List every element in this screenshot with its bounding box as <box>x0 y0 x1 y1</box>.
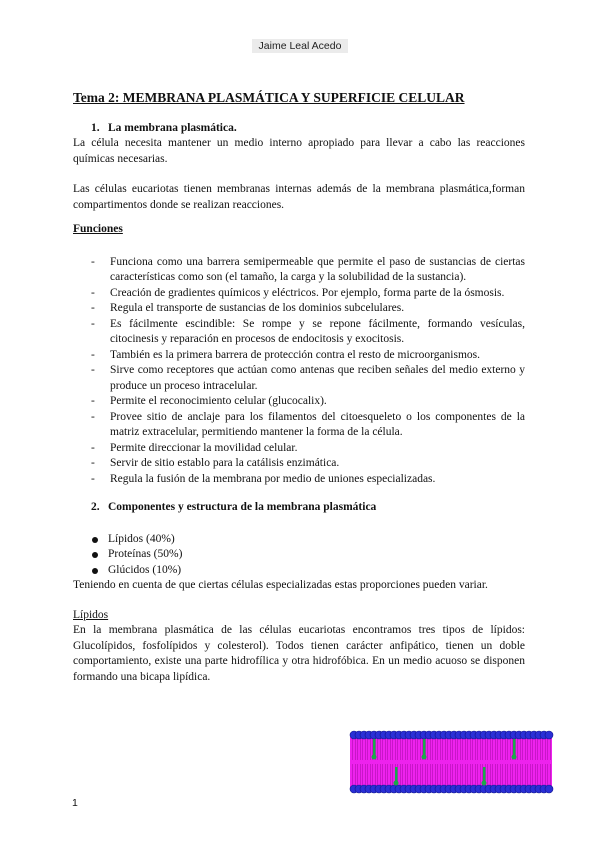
page-number: 1 <box>72 797 78 809</box>
protein <box>423 739 426 757</box>
section-1-paragraph-1: La célula necesita mantener un medio interno apropiado para llevar a cabo las reacciones químicas necesarias. <box>73 137 525 165</box>
funciones-list <box>73 255 525 488</box>
list-item: - Provee sitio de anclaje para los filamentos del citoesqueleto o los componentes de la matriz extracelular, permitiendo mantener la forma de la célula. <box>73 410 525 441</box>
phospholipid-head <box>545 731 553 739</box>
section-1-heading <box>73 121 525 137</box>
section-2-number: 2. <box>91 501 100 513</box>
author-name: Jaime Leal Acedo <box>252 39 349 53</box>
list-item: - Permite direccionar la movilidad celular. <box>73 441 525 457</box>
protein <box>372 755 377 760</box>
document-body <box>73 90 525 685</box>
section-1-title: La membrana plasmática. <box>108 121 237 134</box>
protein <box>373 739 376 757</box>
list-item: - Sirve como receptores que actúan como antenas que reciben señales del medio externo y produce un proceso intracelular. <box>73 363 525 394</box>
phospholipid-head <box>545 785 553 793</box>
list-item: - Regula el transporte de sustancias de los dominios subcelulares. <box>73 301 525 317</box>
funciones-heading: Funciones <box>73 223 123 235</box>
lipid-bilayer-diagram <box>346 727 556 797</box>
list-item: - Funciona como una barrera semipermeable que permite el paso de sustancias de ciertas características como son (el tamaño, la carga y la solubilidad de la sustancia). <box>73 255 525 286</box>
list-item: Proteínas (50%) <box>73 547 525 563</box>
section-1-number: 1. <box>91 121 100 134</box>
list-item: - Permite el reconocimiento celular (glucocalix). <box>73 394 525 410</box>
list-item: - También es la primera barrera de protección contra el resto de microorganismos. <box>73 348 525 364</box>
section-2-title: Componentes y estructura de la membrana plasmática <box>108 501 377 513</box>
section-1-paragraph-2: Las células eucariotas tienen membranas internas además de la membrana plasmática,forman compartimentos donde se realizan reacciones. <box>73 183 525 211</box>
page-title: Tema 2: MEMBRANA PLASMÁTICA Y SUPERFICIE CELULAR <box>73 90 465 105</box>
list-item: - Regula la fusión de la membrana por medio de uniones especializadas. <box>73 472 525 488</box>
section-2-heading <box>73 500 525 516</box>
composition-list <box>73 532 525 579</box>
list-item: - Creación de gradientes químicos y eléctricos. Por ejemplo, forma parte de la ósmosis. <box>73 286 525 302</box>
protein <box>512 755 517 760</box>
protein <box>422 755 427 760</box>
protein <box>513 739 516 757</box>
protein <box>394 781 399 786</box>
protein <box>482 781 487 786</box>
list-item: Lípidos (40%) <box>73 532 525 548</box>
list-item: - Es fácilmente escindible: Se rompe y se repone fácilmente, formando vesículas, citocinesis y reparación en procesos de endocitosis y exocitosis. <box>73 317 525 348</box>
page-header <box>0 36 600 54</box>
list-item: - Servir de sitio establo para la catálisis enzimática. <box>73 456 525 472</box>
composition-note: Teniendo en cuenta de que ciertas células especializadas estas proporciones pueden variar. <box>73 579 488 591</box>
list-item: Glúcidos (10%) <box>73 563 525 579</box>
lipidos-heading: Lípidos <box>73 608 109 621</box>
lipidos-paragraph: En la membrana plasmática de las células eucariotas encontramos tres tipos de lípidos: Glucolípidos, fosfolípidos y colesterol). Todos tienen carácter anfipático, tienen un doble comportamiento, existe una parte hidrofílica y otra hidrofóbica. En un medio acuoso se disponen formando una bicapa lipídica. <box>73 624 525 683</box>
